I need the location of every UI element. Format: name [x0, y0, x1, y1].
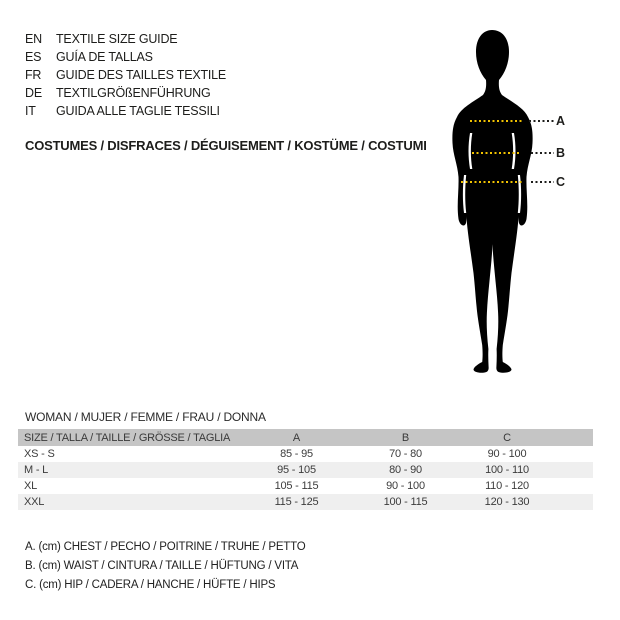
column-header-c: C [460, 429, 554, 446]
chest-cell: 105 - 115 [274, 480, 319, 492]
chest-cell: 85 - 95 [280, 448, 313, 460]
hip-cell: 90 - 100 [487, 448, 527, 460]
hip-leader-line [531, 181, 554, 183]
chest-cell: 95 - 105 [242, 462, 351, 478]
measure-label-c: C [556, 175, 565, 189]
language-title: GUÍA DE TALLAS [56, 50, 153, 64]
table-row [18, 462, 593, 478]
language-title: GUIDE DES TAILLES TEXTILE [56, 68, 227, 82]
language-title: GUIDA ALLE TAGLIE TESSILI [56, 104, 220, 118]
chest-leader-line [529, 120, 554, 122]
hip-cell: 120 - 130 [460, 494, 554, 510]
language-code: DE [25, 86, 42, 100]
hip-measure-line [461, 181, 524, 183]
legend-hip: C. (cm) HIP / CADERA / HANCHE / HÜFTE / HIPS [25, 579, 276, 591]
filler-cell [554, 462, 593, 478]
category-heading: COSTUMES / DISFRACES / DÉGUISEMENT / KOSTÜME / COSTUMI [25, 138, 427, 153]
table-row [18, 478, 593, 494]
measure-label-a: A [556, 114, 565, 128]
language-code: EN [25, 32, 42, 46]
size-cell: XS - S [24, 448, 55, 460]
language-code: IT [25, 104, 36, 118]
chest-measure-line [470, 120, 524, 122]
table-row [18, 494, 593, 510]
hip-cell: 110 - 120 [485, 480, 529, 492]
list-item [25, 84, 226, 102]
waist-cell: 90 - 100 [386, 480, 425, 492]
language-title: TEXTILE SIZE GUIDE [56, 32, 178, 46]
waist-cell: 80 - 90 [351, 462, 460, 478]
language-code: FR [25, 68, 42, 82]
waist-cell: 100 - 115 [351, 494, 460, 510]
waist-leader-line [531, 152, 554, 154]
language-title-list [25, 30, 226, 120]
list-item [25, 102, 226, 120]
column-header-filler [554, 429, 593, 446]
size-cell: XL [24, 480, 38, 492]
size-table-header-row [18, 429, 593, 446]
hip-cell: 100 - 110 [460, 462, 554, 478]
language-title: TEXTILGRÖßENFÜHRUNG [56, 86, 211, 100]
column-header-a: A [242, 429, 351, 446]
legend-waist: B. (cm) WAIST / CINTURA / TAILLE / HÜFTUNG / VITA [25, 560, 299, 572]
woman-silhouette-svg [440, 25, 565, 400]
size-table [18, 429, 593, 510]
size-cell: M - L [18, 462, 242, 478]
filler-cell [554, 494, 593, 510]
legend-chest: A. (cm) CHEST / PECHO / POITRINE / TRUHE / PETTO [25, 541, 306, 553]
column-header-b: B [351, 429, 460, 446]
size-table-title: WOMAN / MUJER / FEMME / FRAU / DONNA [25, 410, 266, 424]
size-cell: XXL [18, 494, 242, 510]
language-code: ES [25, 50, 42, 64]
chest-cell: 115 - 125 [242, 494, 351, 510]
list-item [25, 48, 226, 66]
table-row [18, 446, 593, 462]
woman-silhouette-figure [440, 25, 565, 400]
list-item [25, 66, 226, 84]
filler-cell [554, 478, 593, 494]
column-header-size: SIZE / TALLA / TAILLE / GRÖSSE / TAGLIA [18, 429, 242, 446]
waist-measure-line [472, 152, 519, 154]
waist-cell: 70 - 80 [389, 448, 422, 460]
measure-label-b: B [556, 146, 565, 160]
filler-cell [554, 446, 593, 462]
list-item [25, 30, 226, 48]
measurement-legend [25, 538, 306, 595]
